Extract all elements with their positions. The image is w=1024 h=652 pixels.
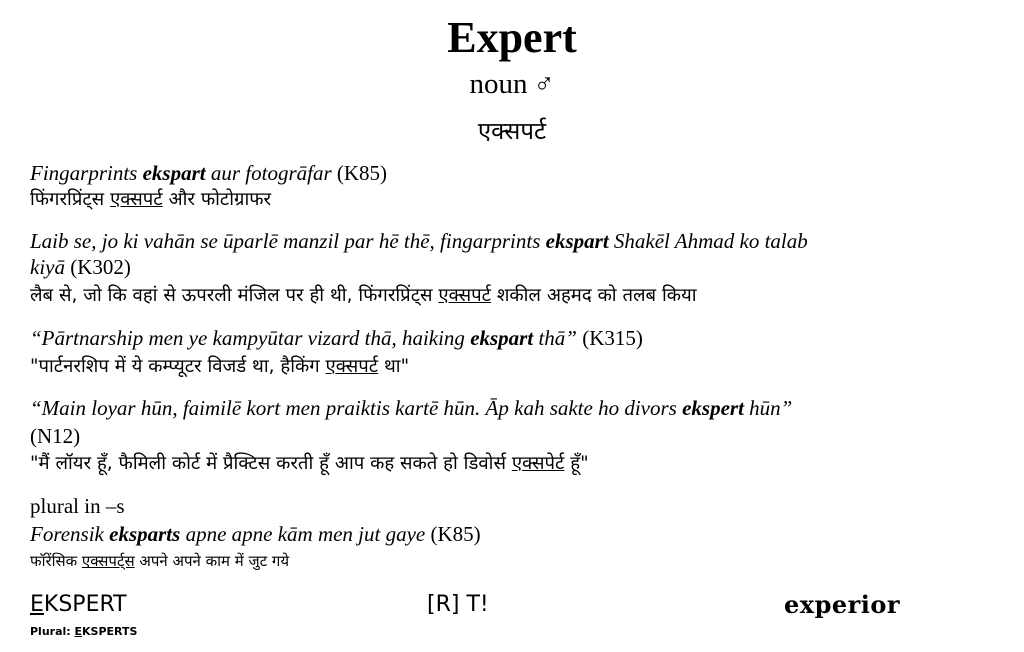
- pos-label: noun: [469, 68, 528, 100]
- example-2-keyword: ekspart: [545, 229, 609, 253]
- plural-ref: (K85): [425, 522, 481, 546]
- example-3-roman-post: thā”: [533, 326, 577, 350]
- origin-word: experior: [784, 590, 901, 619]
- example-4-ref: (N12): [30, 424, 81, 448]
- plural-code: [30, 624, 137, 640]
- headword: Expert: [447, 13, 577, 62]
- example-3-deva-pre: "पार्टनरशिप में ये कम्प्यूटर विजर्ड था, हैकिंग: [30, 356, 326, 377]
- example-1-deva-keyword: एक्सपर्ट: [110, 189, 163, 210]
- example-2-roman-cont-text: kiyā: [30, 255, 65, 279]
- example-2-ref: (K302): [64, 255, 131, 279]
- example-1-devanagari: [30, 187, 271, 213]
- example-1-roman-post: aur fotogrāfar: [205, 161, 332, 185]
- example-4-roman-pre: “Main loyar hūn, faimilē kort men praiktis kartē hūn. Āp kah sakte ho divors: [30, 396, 683, 420]
- example-4-devanagari: [30, 451, 589, 477]
- plural-deva-post: अपने अपने काम में जुट गये: [134, 552, 290, 570]
- example-2-devanagari: [30, 283, 697, 309]
- example-2-deva-pre: लैब से, जो कि वहां से ऊपरली मंजिल पर ही थी, फिंगरप्रिंट्स: [30, 285, 439, 306]
- example-2-deva-keyword: एक्सपर्ट: [438, 285, 491, 306]
- example-1-deva-pre: फिंगरप्रिंट्स: [30, 189, 111, 210]
- example-4-deva-keyword: एक्सपेर्ट: [511, 453, 565, 474]
- example-1-keyword: ekspart: [142, 161, 206, 185]
- example-4-keyword: ekspert: [682, 396, 744, 420]
- plural-code-first-letter: E: [74, 625, 83, 638]
- example-2-roman-post: Shakēl Ahmad ko talab: [608, 229, 808, 253]
- example-1-ref: (K85): [331, 161, 388, 185]
- plural-code-rest: KSPERTS: [82, 625, 138, 638]
- plural-example-devanagari: [30, 550, 289, 572]
- plural-keyword: eksparts: [109, 522, 181, 546]
- example-1-deva-post: और फोटोग्राफर: [162, 189, 272, 210]
- plural-roman-pre: Forensik: [30, 522, 110, 546]
- example-4-roman: [30, 395, 792, 421]
- entry-code-first-letter: E: [30, 592, 44, 617]
- example-3-ref: (K315): [576, 326, 643, 350]
- entry-code-rest: KSPERT: [43, 592, 127, 617]
- example-3-roman-pre: “Pārtnarship men ye kampyūtar vizard thā, haiking: [30, 326, 471, 350]
- example-3-keyword: ekspart: [470, 326, 534, 350]
- plural-label: plural in –s: [30, 494, 125, 518]
- plural-example-roman: [30, 521, 481, 547]
- rt-marker: [R] T!: [427, 592, 489, 617]
- example-3-roman: [30, 325, 643, 351]
- example-4-deva-post: हूँ": [564, 453, 589, 474]
- plural-code-label: Plural:: [30, 625, 75, 638]
- entry-code: [30, 590, 127, 620]
- example-1-roman-pre: Fingarprints: [30, 161, 143, 185]
- example-4-ref-line: [30, 423, 80, 449]
- example-2-roman-pre: Laib se, jo ki vahān se ūparlē manzil par hē thē, fingarprints: [30, 229, 546, 253]
- example-3-deva-post: था": [378, 356, 410, 377]
- plural-roman-post: apne apne kām men jut gaye: [180, 522, 426, 546]
- example-2-deva-post: शकील अहमद को तलब किया: [490, 285, 697, 306]
- headword-devanagari: एक्सपर्ट: [477, 117, 547, 145]
- male-gender-icon: ♂: [533, 69, 555, 100]
- example-2-roman-cont: [30, 254, 131, 280]
- example-1-roman: [30, 160, 387, 186]
- plural-deva-pre: फॉरेंसिक: [30, 552, 82, 570]
- example-4-deva-pre: "मैं लॉयर हूँ, फैमिली कोर्ट में प्रैक्टिस करती हूँ आप कह सकते हो डिवोर्स: [30, 453, 512, 474]
- example-3-deva-keyword: एक्सपर्ट: [325, 356, 379, 377]
- example-3-devanagari: [30, 354, 409, 380]
- example-4-roman-post: hūn”: [743, 396, 793, 420]
- plural-deva-keyword: एक्सपर्ट्स: [81, 552, 135, 570]
- part-of-speech: [0, 66, 1024, 103]
- example-2-roman: [30, 228, 808, 254]
